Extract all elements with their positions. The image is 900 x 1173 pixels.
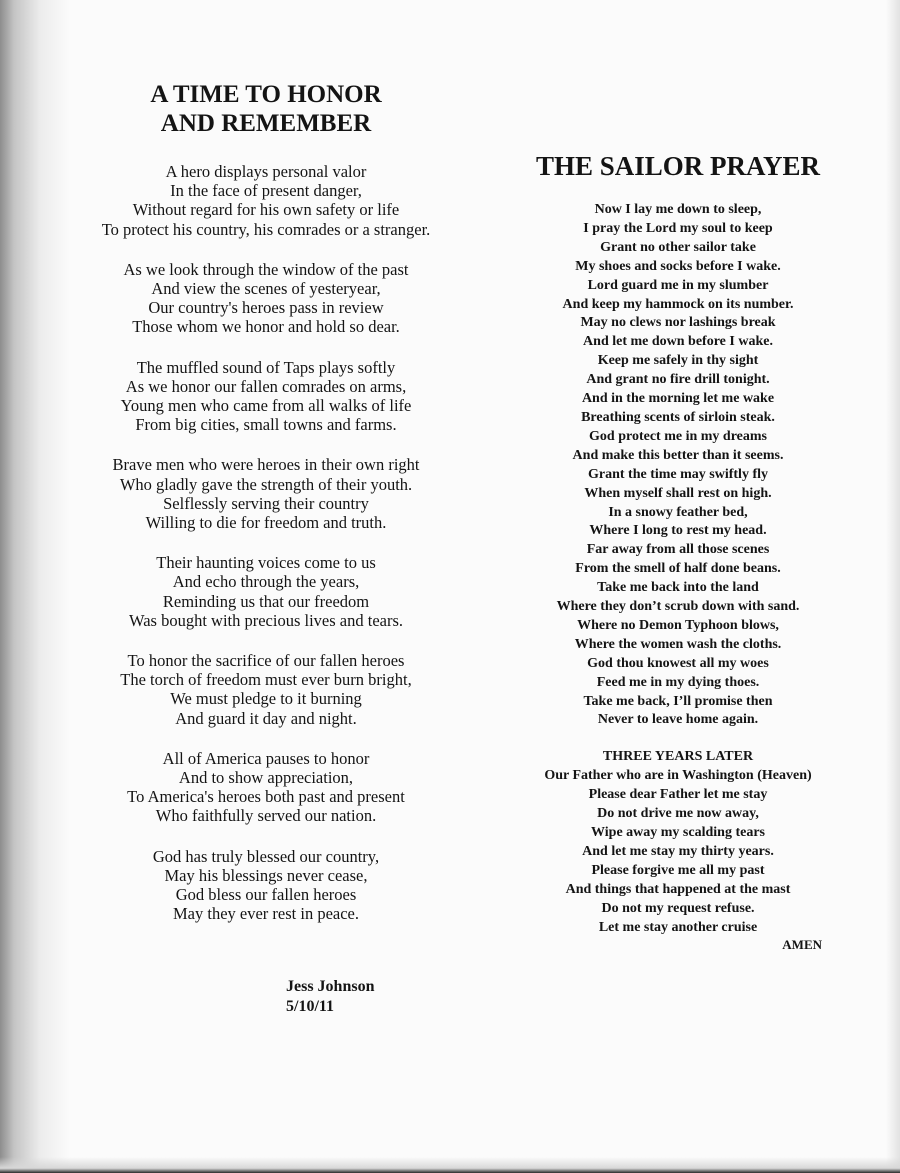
left-poem-stanzas	[70, 162, 462, 924]
prayer-line: Take me back, I’ll promise then	[583, 693, 773, 709]
stanza	[70, 553, 462, 630]
poem-line: And echo through the years,	[172, 572, 360, 592]
prayer-line: From the smell of half done beans.	[575, 561, 781, 577]
prayer-line: Where no Demon Typhoon blows,	[577, 617, 779, 633]
poem-line: God bless our fallen heroes	[175, 885, 357, 905]
poem-line: Brave men who were heroes in their own right	[112, 455, 420, 475]
prayer-line: Feed me in my dying thoes.	[596, 674, 760, 690]
prayer-line: And in the morning let me wake	[581, 391, 775, 407]
poem-line: Willing to die for freedom and truth.	[145, 513, 387, 533]
prayer-line: Take me back into the land	[597, 580, 759, 596]
poem-line: And guard it day and night.	[175, 708, 357, 728]
stanza	[70, 455, 462, 532]
poem-line: A hero displays personal valor	[165, 162, 367, 181]
left-poem-title-line1: A TIME TO HONOR	[150, 81, 382, 108]
poem-line: Selflessly serving their country	[163, 493, 369, 513]
left-poem-title-line2: AND REMEMBER	[160, 110, 372, 137]
prayer-line: And grant no fire drill tonight.	[586, 372, 770, 388]
poem-line: The muffled sound of Taps plays softly	[136, 357, 396, 377]
page-shadow-left	[0, 0, 70, 1173]
prayer-line: Now I lay me down to sleep,	[594, 202, 762, 217]
poem-line: To protect his country, his comrades or a stranger.	[101, 219, 431, 239]
prayer-line: I pray the Lord my soul to keep	[583, 220, 773, 236]
stanza	[70, 162, 462, 239]
page-shadow-bottom	[0, 1157, 900, 1173]
poem-line: Reminding us that our freedom	[162, 591, 370, 611]
right-poem	[508, 150, 848, 953]
poem-line: In the face of present danger,	[170, 181, 362, 201]
poem-line: As we honor our fallen comrades on arms,	[125, 376, 407, 396]
right-poem-title: THE SAILOR PRAYER	[535, 151, 821, 181]
poem-line: God has truly blessed our country,	[152, 846, 380, 866]
prayer-line: Never to leave home again.	[597, 712, 759, 728]
prayer-line: Please dear Father let me stay	[588, 787, 768, 803]
stanza	[70, 651, 462, 728]
poem-line: As we look through the window of the past	[123, 259, 409, 279]
left-poem	[70, 80, 462, 945]
poem-line: And to show appreciation,	[178, 768, 354, 788]
page-edge-right	[886, 0, 900, 1173]
poem-line: From big cities, small towns and farms.	[135, 415, 397, 435]
author-name: Jess Johnson	[286, 978, 375, 995]
prayer-line: And keep my hammock on its number.	[562, 296, 794, 312]
left-poem-title	[70, 80, 462, 138]
poem-line: Those whom we honor and hold so dear.	[132, 317, 400, 337]
prayer-line: Do not drive me now away,	[597, 806, 759, 822]
prayer-line: Grant the time may swiftly fly	[587, 466, 769, 482]
prayer-line: Where they don’t scrub down with sand.	[556, 599, 800, 615]
prayer-line: In a snowy feather bed,	[608, 504, 748, 520]
poem-line: To honor the sacrifice of our fallen heroes	[127, 651, 405, 671]
prayer-line: Our Father who are in Washington (Heaven)	[544, 768, 812, 784]
poem-line: Who gladly gave the strength of their youth.	[119, 474, 413, 494]
prayer-line: Where I long to rest my head.	[589, 523, 767, 539]
prayer-line: And things that happened at the mast	[565, 881, 791, 897]
author-signature	[286, 977, 374, 1017]
poem-line: May his blessings never cease,	[164, 865, 368, 885]
poem-line: Was bought with precious lives and tears.	[128, 610, 404, 630]
prayer-line: And let me stay my thirty years.	[582, 843, 774, 859]
prayer-line: And let me down before I wake.	[583, 334, 773, 350]
prayer-line: Wipe away my scalding tears	[591, 825, 765, 840]
poem-line: To America's heroes both past and present	[127, 787, 405, 807]
author-date: 5/10/11	[286, 998, 335, 1015]
stanza	[70, 749, 462, 826]
prayer-line: Breathing scents of sirloin steak.	[581, 409, 775, 425]
poem-line: We must pledge to it burning	[170, 689, 362, 709]
three-years-later-heading: THREE YEARS LATER	[602, 749, 754, 765]
prayer-line: My shoes and socks before I wake.	[575, 258, 781, 274]
prayer-line: Please forgive me all my past	[591, 862, 765, 878]
prayer-line: And make this better than it seems.	[572, 447, 784, 463]
poem-line: Without regard for his own safety or life	[132, 200, 400, 220]
poem-line: Who faithfully served our nation.	[155, 806, 377, 826]
poem-line: Young men who came from all walks of life	[120, 396, 412, 416]
prayer-line: Do not my request refuse.	[601, 900, 755, 916]
prayer-line: Grant no other sailor take	[600, 239, 756, 255]
prayer-line: God protect me in my dreams	[589, 428, 767, 444]
poem-line: All of America pauses to honor	[162, 748, 370, 768]
poem-line: May they ever rest in peace.	[173, 904, 359, 924]
prayer-line: Far away from all those scenes	[586, 542, 770, 558]
prayer-lines	[508, 201, 848, 730]
stanza	[70, 358, 462, 435]
prayer-line: May no clews nor lashings break	[580, 315, 776, 331]
poem-line: Their haunting voices come to us	[156, 553, 376, 573]
poem-line: The torch of freedom must ever burn bright,	[120, 670, 412, 690]
prayer-line: God thou knowest all my woes	[587, 655, 769, 671]
stanza	[70, 847, 462, 924]
prayer-line: Keep me safely in thy sight	[597, 353, 759, 369]
three-years-later-lines	[508, 767, 848, 937]
amen-closing: AMEN	[782, 937, 822, 953]
prayer-line: Let me stay another cruise	[598, 919, 758, 935]
prayer-line: Where the women wash the cloths.	[574, 636, 782, 652]
stanza	[70, 260, 462, 337]
prayer-line: When myself shall rest on high.	[584, 485, 772, 501]
poem-line: And view the scenes of yesteryear,	[151, 279, 381, 299]
prayer-line: Lord guard me in my slumber	[587, 277, 769, 293]
poem-line: Our country's heroes pass in review	[148, 298, 384, 318]
